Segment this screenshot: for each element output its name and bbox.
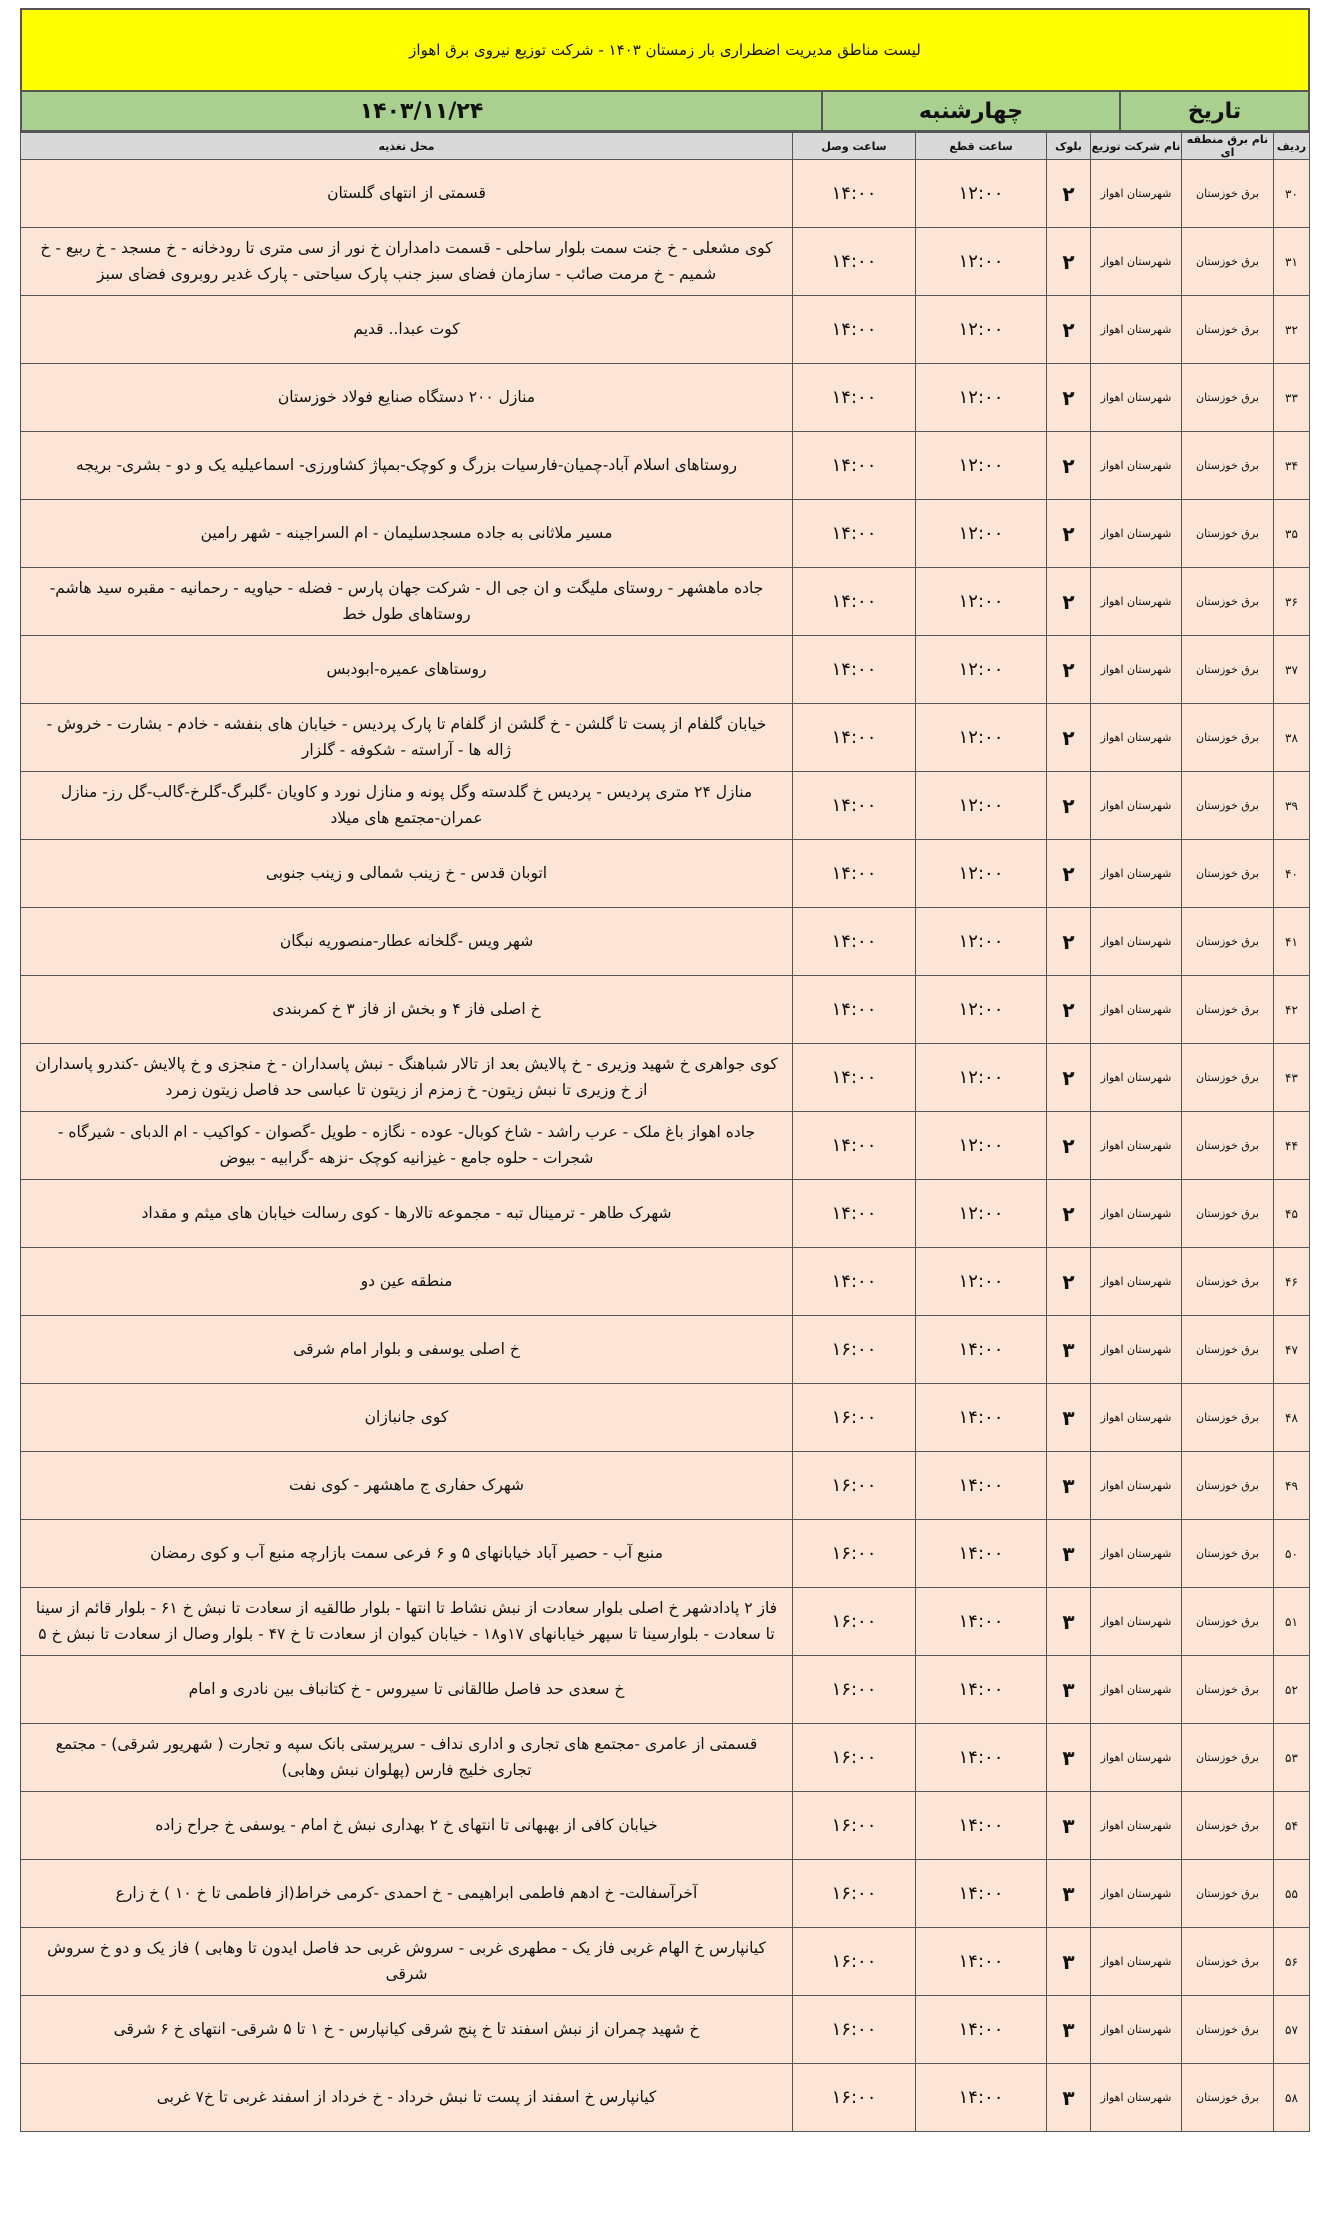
date-value: ۱۴۰۳/۱۱/۲۴	[22, 92, 821, 130]
row-number-cell: ۵۱	[1274, 1588, 1310, 1656]
region-cell: برق خوزستان	[1182, 364, 1274, 432]
location-cell: روستاهای عمیره-ابودبس	[21, 636, 793, 704]
restore-time-cell: ۱۴:۰۰	[793, 160, 916, 228]
block-cell: ۳	[1047, 1996, 1091, 2064]
company-cell: شهرستان اهواز	[1091, 1928, 1182, 1996]
schedule-sheet	[20, 8, 1310, 2132]
table-row	[21, 1792, 1310, 1860]
location-cell: منطقه عین دو	[21, 1248, 793, 1316]
row-number-cell: ۳۵	[1274, 500, 1310, 568]
header-cut-time: ساعت قطع	[916, 133, 1047, 160]
region-cell: برق خوزستان	[1182, 1044, 1274, 1112]
table-row	[21, 1928, 1310, 1996]
region-cell: برق خوزستان	[1182, 500, 1274, 568]
company-cell: شهرستان اهواز	[1091, 1180, 1182, 1248]
table-row	[21, 160, 1310, 228]
restore-time-cell: ۱۶:۰۰	[793, 1792, 916, 1860]
block-cell: ۲	[1047, 1044, 1091, 1112]
region-cell: برق خوزستان	[1182, 2064, 1274, 2132]
header-row-number: ردیف	[1274, 133, 1310, 160]
location-cell: فاز ۲ پادادشهر خ اصلی بلوار سعادت از نبش نشاط تا انتها - بلوار طالقیه از سعادت تا نبش خ ۶۱ - بلوار قائم از سینا تا سعادت - بلوارسینا تا سپهر خیابانهای ۱۷و۱۸ - خیابان کیوان از سعادت تا خ ۴۷ - بلوار وصال از سعادت تا نبش خ ۵	[21, 1588, 793, 1656]
restore-time-cell: ۱۴:۰۰	[793, 976, 916, 1044]
region-cell: برق خوزستان	[1182, 1180, 1274, 1248]
restore-time-cell: ۱۴:۰۰	[793, 840, 916, 908]
region-cell: برق خوزستان	[1182, 568, 1274, 636]
restore-time-cell: ۱۴:۰۰	[793, 1180, 916, 1248]
restore-time-cell: ۱۶:۰۰	[793, 1860, 916, 1928]
company-cell: شهرستان اهواز	[1091, 1588, 1182, 1656]
company-cell: شهرستان اهواز	[1091, 1860, 1182, 1928]
table-row	[21, 1724, 1310, 1792]
location-cell: جاده ماهشهر - روستای ملیگت و ان جی ال - شرکت جهان پارس - فضله - حیاویه - رحمانیه - مقبره سید هاشم- روستاهای طول خط	[21, 568, 793, 636]
table-row	[21, 704, 1310, 772]
cut-time-cell: ۱۴:۰۰	[916, 1452, 1047, 1520]
row-number-cell: ۴۰	[1274, 840, 1310, 908]
restore-time-cell: ۱۴:۰۰	[793, 568, 916, 636]
region-cell: برق خوزستان	[1182, 704, 1274, 772]
cut-time-cell: ۱۴:۰۰	[916, 1996, 1047, 2064]
cut-time-cell: ۱۲:۰۰	[916, 228, 1047, 296]
cut-time-cell: ۱۲:۰۰	[916, 432, 1047, 500]
block-cell: ۳	[1047, 1588, 1091, 1656]
location-cell: اتوبان قدس - خ زینب شمالی و زینب جنوبی	[21, 840, 793, 908]
table-row	[21, 2064, 1310, 2132]
company-cell: شهرستان اهواز	[1091, 1384, 1182, 1452]
restore-time-cell: ۱۴:۰۰	[793, 228, 916, 296]
restore-time-cell: ۱۶:۰۰	[793, 1724, 916, 1792]
restore-time-cell: ۱۴:۰۰	[793, 908, 916, 976]
row-number-cell: ۵۶	[1274, 1928, 1310, 1996]
restore-time-cell: ۱۴:۰۰	[793, 364, 916, 432]
location-cell: خ شهید چمران از نبش اسفند تا خ پنج شرقی کیانپارس - خ ۱ تا ۵ شرقی- انتهای خ ۶ شرقی	[21, 1996, 793, 2064]
table-header-row	[21, 133, 1310, 160]
location-cell: خ سعدی حد فاصل طالقانی تا سیروس - خ کتانباف بین نادری و امام	[21, 1656, 793, 1724]
row-number-cell: ۵۷	[1274, 1996, 1310, 2064]
block-cell: ۲	[1047, 636, 1091, 704]
cut-time-cell: ۱۴:۰۰	[916, 1792, 1047, 1860]
table-row	[21, 1860, 1310, 1928]
restore-time-cell: ۱۴:۰۰	[793, 772, 916, 840]
table-row	[21, 772, 1310, 840]
cut-time-cell: ۱۴:۰۰	[916, 1860, 1047, 1928]
block-cell: ۲	[1047, 976, 1091, 1044]
block-cell: ۲	[1047, 908, 1091, 976]
block-cell: ۲	[1047, 1180, 1091, 1248]
region-cell: برق خوزستان	[1182, 1792, 1274, 1860]
row-number-cell: ۴۶	[1274, 1248, 1310, 1316]
region-cell: برق خوزستان	[1182, 1588, 1274, 1656]
region-cell: برق خوزستان	[1182, 1248, 1274, 1316]
block-cell: ۳	[1047, 1384, 1091, 1452]
row-number-cell: ۳۲	[1274, 296, 1310, 364]
table-row	[21, 1316, 1310, 1384]
table-row	[21, 432, 1310, 500]
block-cell: ۲	[1047, 704, 1091, 772]
location-cell: خیابان کافی از بهبهانی تا انتهای خ ۲ بهداری نبش خ امام - یوسفی خ جراح زاده	[21, 1792, 793, 1860]
location-cell: کیانپارس خ اسفند از پست تا نبش خرداد - خ خرداد از اسفند غربی تا خ۷ غربی	[21, 2064, 793, 2132]
block-cell: ۲	[1047, 364, 1091, 432]
company-cell: شهرستان اهواز	[1091, 1112, 1182, 1180]
cut-time-cell: ۱۲:۰۰	[916, 704, 1047, 772]
table-row	[21, 908, 1310, 976]
cut-time-cell: ۱۲:۰۰	[916, 364, 1047, 432]
row-number-cell: ۵۰	[1274, 1520, 1310, 1588]
block-cell: ۳	[1047, 1520, 1091, 1588]
block-cell: ۳	[1047, 1724, 1091, 1792]
table-row	[21, 976, 1310, 1044]
cut-time-cell: ۱۴:۰۰	[916, 1724, 1047, 1792]
location-cell: کوی جانبازان	[21, 1384, 793, 1452]
region-cell: برق خوزستان	[1182, 160, 1274, 228]
cut-time-cell: ۱۴:۰۰	[916, 1316, 1047, 1384]
company-cell: شهرستان اهواز	[1091, 432, 1182, 500]
company-cell: شهرستان اهواز	[1091, 1656, 1182, 1724]
table-row	[21, 1112, 1310, 1180]
table-row	[21, 1180, 1310, 1248]
table-row	[21, 1520, 1310, 1588]
block-cell: ۲	[1047, 296, 1091, 364]
company-cell: شهرستان اهواز	[1091, 1996, 1182, 2064]
block-cell: ۳	[1047, 1316, 1091, 1384]
row-number-cell: ۳۸	[1274, 704, 1310, 772]
block-cell: ۳	[1047, 1452, 1091, 1520]
restore-time-cell: ۱۴:۰۰	[793, 1248, 916, 1316]
cut-time-cell: ۱۲:۰۰	[916, 908, 1047, 976]
block-cell: ۲	[1047, 840, 1091, 908]
row-number-cell: ۳۳	[1274, 364, 1310, 432]
restore-time-cell: ۱۶:۰۰	[793, 1452, 916, 1520]
row-number-cell: ۴۵	[1274, 1180, 1310, 1248]
company-cell: شهرستان اهواز	[1091, 772, 1182, 840]
region-cell: برق خوزستان	[1182, 1724, 1274, 1792]
location-cell: منبع آب - حصیر آباد خیابانهای ۵ و ۶ فرعی سمت بازارچه منبع آب و کوی رمضان	[21, 1520, 793, 1588]
row-number-cell: ۵۸	[1274, 2064, 1310, 2132]
table-row	[21, 1996, 1310, 2064]
header-region: نام برق منطقه ای	[1182, 133, 1274, 160]
row-number-cell: ۴۸	[1274, 1384, 1310, 1452]
restore-time-cell: ۱۶:۰۰	[793, 2064, 916, 2132]
outage-table	[20, 132, 1310, 2132]
block-cell: ۲	[1047, 1248, 1091, 1316]
block-cell: ۲	[1047, 432, 1091, 500]
company-cell: شهرستان اهواز	[1091, 364, 1182, 432]
row-number-cell: ۳۴	[1274, 432, 1310, 500]
region-cell: برق خوزستان	[1182, 772, 1274, 840]
day-label: چهارشنبه	[821, 92, 1119, 130]
cut-time-cell: ۱۲:۰۰	[916, 500, 1047, 568]
region-cell: برق خوزستان	[1182, 1384, 1274, 1452]
region-cell: برق خوزستان	[1182, 908, 1274, 976]
cut-time-cell: ۱۲:۰۰	[916, 1044, 1047, 1112]
company-cell: شهرستان اهواز	[1091, 228, 1182, 296]
region-cell: برق خوزستان	[1182, 228, 1274, 296]
block-cell: ۳	[1047, 1928, 1091, 1996]
row-number-cell: ۴۷	[1274, 1316, 1310, 1384]
company-cell: شهرستان اهواز	[1091, 840, 1182, 908]
cut-time-cell: ۱۲:۰۰	[916, 840, 1047, 908]
block-cell: ۲	[1047, 1112, 1091, 1180]
block-cell: ۳	[1047, 1860, 1091, 1928]
company-cell: شهرستان اهواز	[1091, 704, 1182, 772]
cut-time-cell: ۱۲:۰۰	[916, 636, 1047, 704]
restore-time-cell: ۱۶:۰۰	[793, 1316, 916, 1384]
restore-time-cell: ۱۴:۰۰	[793, 500, 916, 568]
restore-time-cell: ۱۶:۰۰	[793, 1520, 916, 1588]
block-cell: ۳	[1047, 2064, 1091, 2132]
header-location: محل تغذیه	[21, 133, 793, 160]
location-cell: قسمتی از انتهای گلستان	[21, 160, 793, 228]
row-number-cell: ۴۳	[1274, 1044, 1310, 1112]
table-row	[21, 636, 1310, 704]
table-body	[21, 160, 1310, 2132]
location-cell: کوی جواهری خ شهید وزیری - خ پالایش بعد از تالار شباهنگ - نبش پاسداران - خ منجزی و خ پالایش -کندرو پاسداران از خ وزیری تا نبش زیتون- خ زمزم از زیتون تا عباسی حد فاصل زیتون زمرد	[21, 1044, 793, 1112]
region-cell: برق خوزستان	[1182, 296, 1274, 364]
document-title: لیست مناطق مدیریت اضطراری بار زمستان ۱۴۰۳ - شرکت توزیع نیروی برق اهواز	[20, 8, 1310, 92]
region-cell: برق خوزستان	[1182, 1316, 1274, 1384]
table-row	[21, 1384, 1310, 1452]
table-row	[21, 500, 1310, 568]
row-number-cell: ۳۱	[1274, 228, 1310, 296]
row-number-cell: ۵۲	[1274, 1656, 1310, 1724]
restore-time-cell: ۱۶:۰۰	[793, 1996, 916, 2064]
region-cell: برق خوزستان	[1182, 1452, 1274, 1520]
region-cell: برق خوزستان	[1182, 1656, 1274, 1724]
cut-time-cell: ۱۲:۰۰	[916, 1180, 1047, 1248]
cut-time-cell: ۱۴:۰۰	[916, 1520, 1047, 1588]
cut-time-cell: ۱۴:۰۰	[916, 1928, 1047, 1996]
row-number-cell: ۴۴	[1274, 1112, 1310, 1180]
header-restore-time: ساعت وصل	[793, 133, 916, 160]
table-row	[21, 1656, 1310, 1724]
table-row	[21, 228, 1310, 296]
restore-time-cell: ۱۶:۰۰	[793, 1928, 916, 1996]
company-cell: شهرستان اهواز	[1091, 296, 1182, 364]
row-number-cell: ۳۹	[1274, 772, 1310, 840]
company-cell: شهرستان اهواز	[1091, 160, 1182, 228]
table-row	[21, 296, 1310, 364]
table-row	[21, 1452, 1310, 1520]
location-cell: شهرک طاهر - ترمینال تبه - مجموعه تالارها - کوی رسالت خیابان های میثم و مقداد	[21, 1180, 793, 1248]
row-number-cell: ۴۱	[1274, 908, 1310, 976]
cut-time-cell: ۱۲:۰۰	[916, 1112, 1047, 1180]
location-cell: آخرآسفالت- خ ادهم فاطمی ابراهیمی - خ احمدی -کرمی خراط(از فاطمی تا خ ۱۰ ) خ زارع	[21, 1860, 793, 1928]
block-cell: ۳	[1047, 1656, 1091, 1724]
restore-time-cell: ۱۴:۰۰	[793, 432, 916, 500]
location-cell: خیابان گلفام از پست تا گلشن - خ گلشن از گلفام تا پارک پردیس - خیابان های بنفشه - خادم - بشارت - خروش - ژاله ها - آراسته - شکوفه - گلزار	[21, 704, 793, 772]
restore-time-cell: ۱۴:۰۰	[793, 636, 916, 704]
region-cell: برق خوزستان	[1182, 636, 1274, 704]
row-number-cell: ۳۰	[1274, 160, 1310, 228]
location-cell: کیانپارس خ الهام غربی فاز یک - مطهری غربی - سروش غربی حد فاصل ایدون تا وهابی ) فاز یک و دو خ سروش شرقی	[21, 1928, 793, 1996]
region-cell: برق خوزستان	[1182, 1520, 1274, 1588]
block-cell: ۲	[1047, 500, 1091, 568]
restore-time-cell: ۱۴:۰۰	[793, 296, 916, 364]
table-row	[21, 1044, 1310, 1112]
region-cell: برق خوزستان	[1182, 840, 1274, 908]
row-number-cell: ۳۷	[1274, 636, 1310, 704]
location-cell: خ اصلی یوسفی و بلوار امام شرقی	[21, 1316, 793, 1384]
restore-time-cell: ۱۶:۰۰	[793, 1656, 916, 1724]
row-number-cell: ۵۵	[1274, 1860, 1310, 1928]
company-cell: شهرستان اهواز	[1091, 1248, 1182, 1316]
row-number-cell: ۴۲	[1274, 976, 1310, 1044]
location-cell: کوت عبدا.. قدیم	[21, 296, 793, 364]
region-cell: برق خوزستان	[1182, 1996, 1274, 2064]
company-cell: شهرستان اهواز	[1091, 976, 1182, 1044]
header-block: بلوک	[1047, 133, 1091, 160]
cut-time-cell: ۱۲:۰۰	[916, 296, 1047, 364]
company-cell: شهرستان اهواز	[1091, 1724, 1182, 1792]
table-row	[21, 364, 1310, 432]
cut-time-cell: ۱۴:۰۰	[916, 2064, 1047, 2132]
cut-time-cell: ۱۴:۰۰	[916, 1656, 1047, 1724]
table-row	[21, 1248, 1310, 1316]
cut-time-cell: ۱۴:۰۰	[916, 1588, 1047, 1656]
block-cell: ۲	[1047, 772, 1091, 840]
cut-time-cell: ۱۲:۰۰	[916, 1248, 1047, 1316]
company-cell: شهرستان اهواز	[1091, 500, 1182, 568]
region-cell: برق خوزستان	[1182, 976, 1274, 1044]
company-cell: شهرستان اهواز	[1091, 1452, 1182, 1520]
block-cell: ۲	[1047, 568, 1091, 636]
cut-time-cell: ۱۲:۰۰	[916, 772, 1047, 840]
location-cell: روستاهای اسلام آباد-چمیان-فارسیات بزرگ و کوچک-بمپاژ کشاورزی- اسماعیلیه یک و دو - بشری- بریجه	[21, 432, 793, 500]
company-cell: شهرستان اهواز	[1091, 1044, 1182, 1112]
restore-time-cell: ۱۴:۰۰	[793, 704, 916, 772]
restore-time-cell: ۱۶:۰۰	[793, 1384, 916, 1452]
company-cell: شهرستان اهواز	[1091, 1792, 1182, 1860]
table-row	[21, 1588, 1310, 1656]
region-cell: برق خوزستان	[1182, 1860, 1274, 1928]
restore-time-cell: ۱۶:۰۰	[793, 1588, 916, 1656]
location-cell: کوی مشعلی - خ جنت سمت بلوار ساحلی - قسمت دامداران خ نور از سی متری تا رودخانه - خ مسجد - خ ربیع - خ شمیم - خ مرمت صائب - سازمان فضای سبز جنب پارک سیاحتی - پارک غدیر روبروی فضای سبز	[21, 228, 793, 296]
header-company: نام شرکت توزیع	[1091, 133, 1182, 160]
location-cell: قسمتی از عامری -مجتمع های تجاری و اداری نداف - سرپرستی بانک سپه و تجارت ( شهریور شرقی) - مجتمع تجاری خلیج فارس (پهلوان نبش وهابی)	[21, 1724, 793, 1792]
location-cell: منازل ۲۰۰ دستگاه صنایع فولاد خوزستان	[21, 364, 793, 432]
company-cell: شهرستان اهواز	[1091, 1316, 1182, 1384]
location-cell: جاده اهواز باغ ملک - عرب راشد - شاخ کوبال- عوده - نگازه - طویل -گصوان - کواکیب - ام الدبای - شیرگاه - شجرات - حلوه جامع - غیزانیه کوچک -نزهه -گرابیه - بیوض	[21, 1112, 793, 1180]
block-cell: ۲	[1047, 160, 1091, 228]
row-number-cell: ۴۹	[1274, 1452, 1310, 1520]
company-cell: شهرستان اهواز	[1091, 1520, 1182, 1588]
company-cell: شهرستان اهواز	[1091, 568, 1182, 636]
block-cell: ۳	[1047, 1792, 1091, 1860]
row-number-cell: ۵۳	[1274, 1724, 1310, 1792]
company-cell: شهرستان اهواز	[1091, 636, 1182, 704]
location-cell: مسیر ملاثانی به جاده مسجدسلیمان - ام السراجینه - شهر رامین	[21, 500, 793, 568]
company-cell: شهرستان اهواز	[1091, 2064, 1182, 2132]
location-cell: منازل ۲۴ متری پردیس - پردیس خ گلدسته وگل پونه و منازل نورد و کاویان -گلبرگ-گلرخ-گالب-گل رز- منازل عمران-مجتمع های میلاد	[21, 772, 793, 840]
cut-time-cell: ۱۲:۰۰	[916, 976, 1047, 1044]
location-cell: شهر ویس -گلخانه عطار-منصوریه نبگان	[21, 908, 793, 976]
date-label: تاریخ	[1119, 92, 1308, 130]
region-cell: برق خوزستان	[1182, 1928, 1274, 1996]
region-cell: برق خوزستان	[1182, 432, 1274, 500]
location-cell: خ اصلی فاز ۴ و بخش از فاز ۳ خ کمربندی	[21, 976, 793, 1044]
row-number-cell: ۳۶	[1274, 568, 1310, 636]
cut-time-cell: ۱۲:۰۰	[916, 160, 1047, 228]
company-cell: شهرستان اهواز	[1091, 908, 1182, 976]
cut-time-cell: ۱۴:۰۰	[916, 1384, 1047, 1452]
table-row	[21, 568, 1310, 636]
block-cell: ۲	[1047, 228, 1091, 296]
row-number-cell: ۵۴	[1274, 1792, 1310, 1860]
restore-time-cell: ۱۴:۰۰	[793, 1044, 916, 1112]
region-cell: برق خوزستان	[1182, 1112, 1274, 1180]
restore-time-cell: ۱۴:۰۰	[793, 1112, 916, 1180]
date-bar	[20, 92, 1310, 132]
location-cell: شهرک حفاری ج ماهشهر - کوی نفت	[21, 1452, 793, 1520]
cut-time-cell: ۱۲:۰۰	[916, 568, 1047, 636]
table-row	[21, 840, 1310, 908]
